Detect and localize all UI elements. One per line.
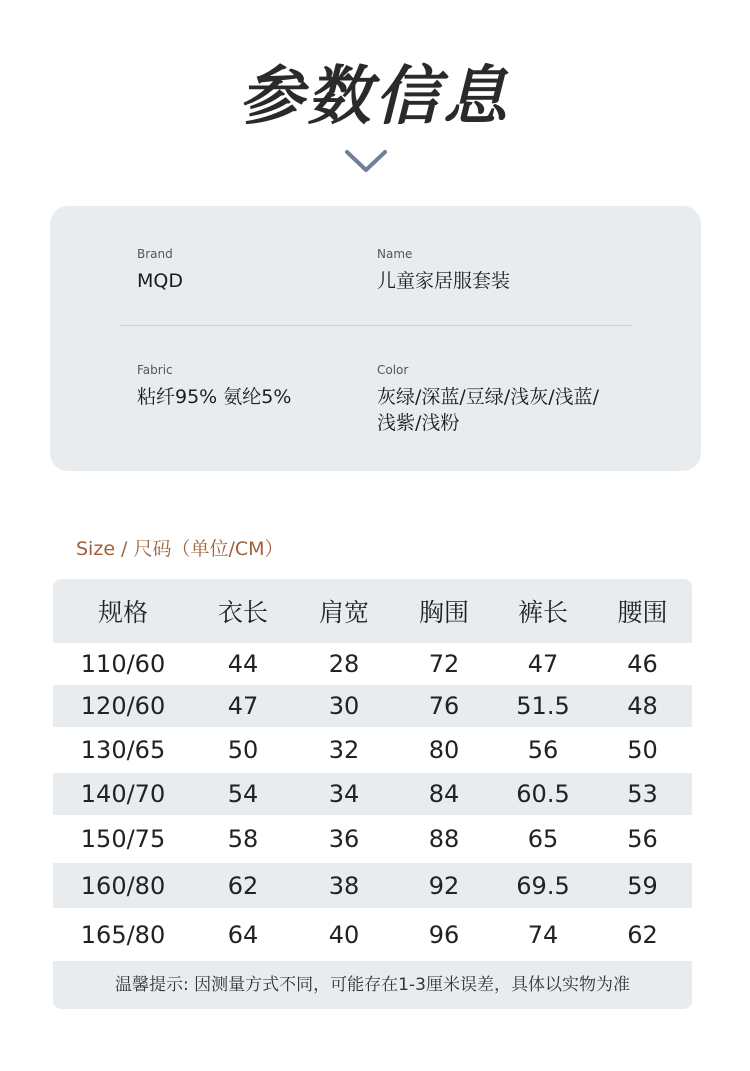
table-cell: 50: [627, 736, 658, 764]
color-label: Color: [377, 363, 409, 377]
info-divider: [120, 325, 632, 326]
fabric-field: [137, 362, 291, 410]
table-cell: 44: [227, 650, 259, 678]
measurement-note: 温馨提示: 因测量方式不同，可能存在1-3厘米误差，具体以实物为准: [53, 961, 692, 1009]
table-cell: 56: [627, 825, 658, 853]
table-cell: 60.5: [516, 780, 570, 808]
table-cell: 74: [527, 920, 559, 949]
table-cell: 96: [428, 920, 460, 949]
table-cell: 65: [527, 825, 559, 853]
table-cell: 40: [328, 920, 360, 949]
table-cell: 46: [627, 650, 658, 678]
name-label: Name: [377, 247, 413, 261]
table-cell: 76: [428, 692, 460, 720]
table-row: [53, 727, 692, 773]
color-value-line-1: 灰绿/深蓝/豆绿/浅灰/浅蓝/: [377, 386, 600, 408]
color-value: [377, 384, 647, 436]
product-info-card: [50, 206, 701, 471]
table-cell: 92: [428, 871, 460, 900]
table-cell: 50: [227, 736, 259, 764]
table-cell: 32: [328, 736, 360, 764]
header-cell: 规格: [97, 598, 148, 627]
table-cell: 160/80: [80, 871, 166, 900]
chevron-down-icon: [343, 146, 389, 176]
table-cell: 80: [428, 736, 460, 764]
size-table: [53, 579, 692, 1009]
table-row: [53, 685, 692, 727]
table-cell: 47: [227, 692, 259, 720]
table-cell: 34: [328, 780, 360, 808]
name-field: [377, 246, 510, 294]
table-cell: 140/70: [80, 780, 166, 808]
brand-field: [137, 246, 183, 294]
table-cell: 30: [328, 692, 360, 720]
brand-value: MQD: [137, 270, 183, 292]
table-cell: 47: [527, 650, 559, 678]
table-cell: 56: [527, 736, 559, 764]
table-cell: 28: [328, 650, 360, 678]
table-cell: 165/80: [80, 920, 166, 949]
name-value: 儿童家居服套装: [377, 270, 511, 292]
table-cell: 84: [428, 780, 460, 808]
table-cell: 64: [227, 920, 259, 949]
table-cell: 58: [227, 825, 259, 853]
table-cell: 54: [227, 780, 259, 808]
header-cell: 衣长: [217, 598, 268, 627]
table-cell: 88: [428, 825, 460, 853]
table-cell: 110/60: [80, 650, 166, 678]
size-section-title: Size / 尺码（单位/CM）: [76, 538, 284, 560]
table-cell: 62: [227, 871, 259, 900]
table-cell: 62: [627, 920, 658, 949]
header-cell: 裤长: [517, 598, 568, 627]
table-cell: 59: [627, 871, 658, 900]
table-cell: 53: [627, 780, 658, 808]
table-row: [53, 815, 692, 863]
fabric-label: Fabric: [137, 363, 173, 377]
table-cell: 38: [328, 871, 360, 900]
table-cell: 130/65: [80, 736, 166, 764]
header-cell: 肩宽: [318, 598, 369, 627]
header-cell: 胸围: [418, 598, 469, 627]
table-cell: 72: [428, 650, 460, 678]
fabric-value: 粘纤95% 氨纶5%: [137, 386, 292, 408]
header-cell: 腰围: [617, 598, 668, 627]
table-row: [53, 643, 692, 685]
color-value-line-2: 浅紫/浅粉: [377, 412, 460, 434]
table-row: [53, 908, 692, 961]
color-field: [377, 362, 647, 436]
table-row: [53, 863, 692, 908]
table-cell: 120/60: [80, 692, 166, 720]
brand-label: Brand: [137, 247, 173, 261]
table-cell: 69.5: [516, 871, 570, 900]
page-title: 参数信息: [239, 59, 511, 134]
table-header-row: [53, 579, 692, 643]
table-cell: 36: [328, 825, 360, 853]
table-row: [53, 773, 692, 815]
table-cell: 48: [627, 692, 658, 720]
table-cell: 51.5: [516, 692, 570, 720]
table-cell: 150/75: [80, 825, 166, 853]
